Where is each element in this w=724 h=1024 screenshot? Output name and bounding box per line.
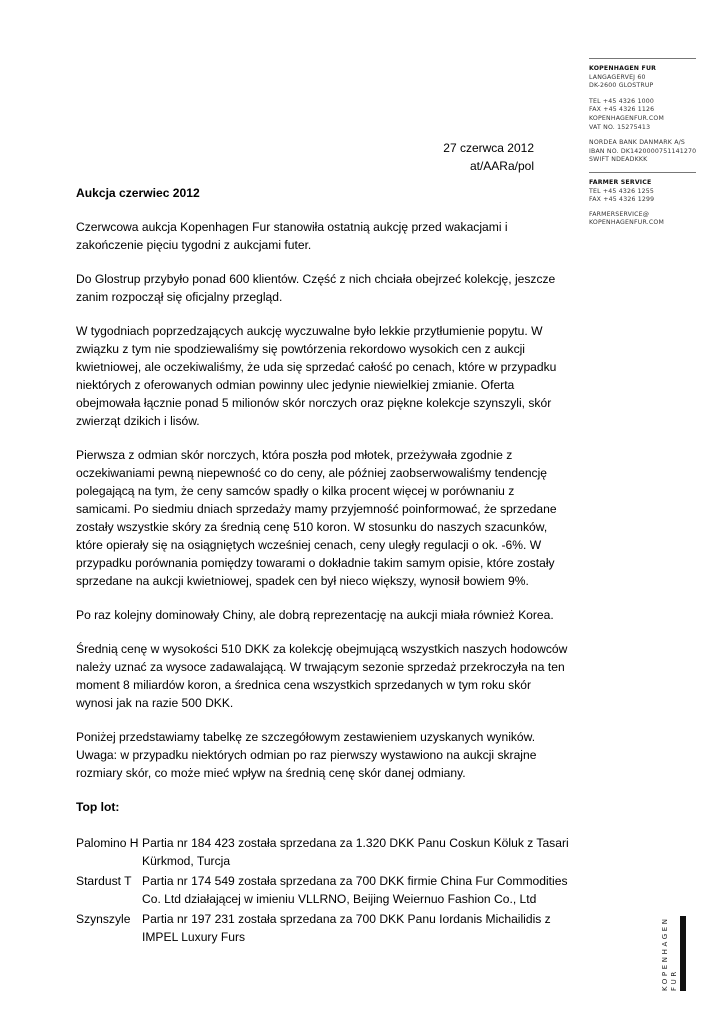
bank-block: [589, 139, 696, 165]
company-name: KOPENHAGEN FUR: [589, 65, 657, 72]
letter-date-block: [443, 139, 534, 175]
lot-description: Partia nr 174 549 została sprzedana za 700 DKK firmie China Fur Commodities Co. Ltd działającej w imieniu VLLRNO, Beijing Weiernuo Fashion Co., Ltd: [142, 874, 568, 906]
paragraph-5: Po raz kolejny dominowały Chiny, ale dobrą reprezentację na aukcji miała również Korea.: [76, 608, 554, 622]
document-title: Aukcja czerwiec 2012: [76, 186, 200, 200]
letterhead-sidebar: [589, 58, 696, 235]
sidebar-divider: [589, 172, 696, 173]
lot-row: [76, 834, 570, 870]
address-line-2: DK-2600 GLOSTRUP: [589, 82, 654, 90]
farmer-service-email-2: KOPENHAGENFUR.COM: [589, 219, 665, 227]
company-address-block: [589, 65, 696, 91]
company-fax: FAX +45 4326 1126: [589, 106, 655, 114]
farmer-service-tel: TEL +45 4326 1255: [589, 187, 654, 195]
logo-line-1: KOPENHAGEN: [661, 916, 669, 991]
farmer-service-block: [589, 179, 696, 228]
company-website: KOPENHAGENFUR.COM: [589, 114, 665, 122]
farmer-service-email-1: FARMERSERVICE@: [589, 210, 650, 218]
logo-bar: [680, 916, 686, 991]
lot-description: Partia nr 184 423 została sprzedana za 1.320 DKK Panu Coskun Köluk z Tasari Kürkmod, Turcja: [142, 836, 569, 868]
lot-name: Szynszyle: [76, 912, 131, 926]
company-vat: VAT NO. 15275413: [589, 123, 651, 131]
letter-reference: at/AARa/pol: [469, 159, 534, 173]
bank-name: NORDEA BANK DANMARK A/S: [589, 139, 686, 147]
top-lot-heading: Top lot:: [76, 800, 120, 814]
paragraph-3: W tygodniach poprzedzających aukcję wyczuwalne było lekkie przytłumienie popytu. W związku z tym nie spodziewaliśmy się powtórzenia rekordowo wysokich cen z aukcji kwietniowej, ale oczekiwaliśmy, że uda się sprzedać całość po cenach, które w przypadku niektórych z oferowanych odmian powinny ulec jedynie niewielkiej zmianie. Oferta obejmowała łącznie ponad 5 milionów skór norczych oraz piękne kolekcje szynszyli, skór zwierząt dzikich i lisów.: [76, 324, 557, 428]
logo-text: [661, 916, 679, 991]
company-contact-block: [589, 98, 696, 132]
paragraph-1: Czerwcowa aukcja Kopenhagen Fur stanowiła ostatnią aukcję przed wakacjami i zakończenie pięciu tygodni z aukcjami futer.: [76, 220, 508, 252]
letter-body: [76, 184, 570, 948]
lot-row: [76, 872, 570, 908]
logo-line-2: FUR: [670, 969, 678, 991]
bank-iban: IBAN NO. DK1420000751141270: [589, 147, 697, 155]
paragraph-7: Poniżej przedstawiamy tabelkę ze szczegółowym zestawieniem uzyskanych wyników. Uwaga: w przypadku niektórych odmian po raz pierwszy wystawiono na aukcji skrajne rozmiary skór, co może mieć wpływ na średnią cenę skór danej odmiany.: [76, 730, 537, 780]
paragraph-2: Do Glostrup przybyło ponad 600 klientów. Część z nich chciała obejrzeć kolekcję, jeszcze zanim rozpoczął się oficjalny przegląd.: [76, 272, 556, 304]
farmer-service-fax: FAX +45 4326 1299: [589, 196, 655, 204]
letter-date: 27 czerwca 2012: [443, 141, 534, 155]
lot-row: [76, 910, 570, 946]
farmer-service-title: FARMER SERVICE: [589, 178, 652, 186]
bank-swift: SWIFT NDEADKKK: [589, 156, 648, 164]
lot-name: Stardust T: [76, 874, 132, 888]
paragraph-4: Pierwsza z odmian skór norczych, która poszła pod młotek, przeżywała zgodnie z oczekiwaniami pewną niepewność co do ceny, ale później zaobserwowaliśmy tendencję polegającą na tym, że ceny samców spadły o kilka procent więcej w porównaniu z samicami. Po siedmiu dniach sprzedaży mamy przyjemność poinformować, że sprzedane zostały wszystkie skóry za średnią cenę 510 koron. W stosunku do naszych szacunków, które opierały się na osiągniętych wcześniej cenach, ceny uległy regulacji o ok. -6%. W przypadku porównania pomiędzy towarami o dokładnie takim samym opisie, które zostały sprzedane na aukcji kwietniowej, spadek cen był nieco większy, wynosił bowiem 9%.: [76, 448, 557, 588]
company-tel: TEL +45 4326 1000: [589, 97, 654, 105]
top-lot-list: [76, 834, 570, 946]
address-line-1: LANGAGERVEJ 60: [589, 73, 646, 81]
paragraph-6: Średnią cenę w wysokości 510 DKK za kolekcję obejmującą wszystkich naszych hodowców należy uznać za wysoce zadawalającą. W trwającym sezonie sprzedaż przekroczyła na ten moment 8 miliardów koron, a średnica cena wszystkich sprzedanych w tym roku skór wynosi jak na razie 500 DKK.: [76, 642, 568, 710]
lot-name: Palomino H: [76, 836, 139, 850]
lot-description: Partia nr 197 231 została sprzedana za 700 DKK Panu Iordanis Michailidis z IMPEL Luxury Furs: [142, 912, 551, 944]
kopenhagen-fur-logo: [661, 916, 691, 991]
